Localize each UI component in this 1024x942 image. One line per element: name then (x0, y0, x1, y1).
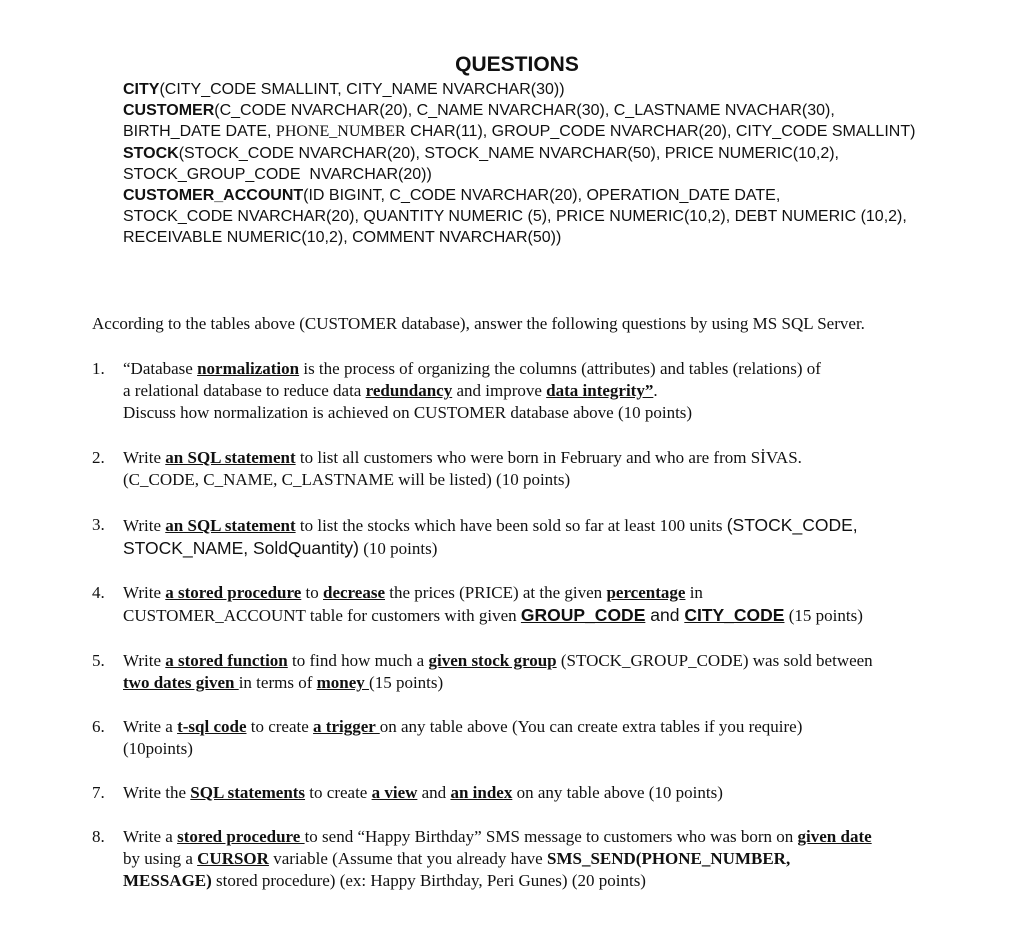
schema-account-line-1 (123, 185, 1003, 206)
question-5 (92, 650, 992, 694)
q4-text-l: (15 points) (784, 606, 863, 625)
q2-sql-statement: an SQL statement (165, 448, 296, 467)
q6-trigger: a trigger (313, 717, 380, 736)
q8-text-g: variable (Assume that you already have (268, 849, 547, 868)
q1-text-h: . (653, 381, 658, 400)
q8-stored-procedure: stored procedure (177, 827, 305, 846)
schema-account-line-3: RECEIVABLE NUMERIC(10,2), COMMENT NVARCHAR(50)) (123, 229, 562, 247)
q1-text-a: “Database (123, 359, 198, 378)
q7-text-e: and (417, 783, 451, 802)
schema-account-line-2: STOCK_CODE NVARCHAR(20), QUANTITY NUMERIC (5), PRICE NUMERIC(10,2), DEBT NUMERIC (10,2), (123, 208, 907, 226)
q6-text-f: (10points) (123, 739, 193, 758)
q5-stored-function: a stored function (165, 651, 288, 670)
table-columns-customer-2b: CHAR(11), GROUP_CODE NVARCHAR(20), CITY_CODE SMALLINT) (405, 123, 916, 141)
q1-text-c: is the process of organizing the columns (attributes) and tables (relations) of (299, 359, 821, 378)
q8-text-a: Write a (123, 827, 178, 846)
q7-sql-statements: SQL statements (190, 783, 306, 802)
table-name-city: CITY (123, 81, 160, 98)
page-title: QUESTIONS (455, 53, 579, 76)
question-number: 7. (92, 783, 105, 802)
question-number: 2. (92, 448, 105, 467)
question-number: 3. (92, 515, 105, 534)
q1-text-d: a relational database to reduce data (123, 381, 366, 400)
q1-normalization: normalization (197, 359, 300, 378)
q4-decrease: decrease (323, 583, 386, 602)
q8-cursor: CURSOR (197, 849, 269, 868)
q4-text-j: and (645, 605, 685, 625)
q3-columns-b: STOCK_NAME, SoldQuantity) (123, 538, 360, 558)
table-name-customer: CUSTOMER (123, 102, 215, 120)
question-1 (92, 358, 992, 424)
q5-text-g: in terms of (238, 673, 317, 692)
q5-text-i: (15 points) (369, 673, 444, 692)
q7-index: an index (450, 783, 513, 802)
q4-text-a: Write (123, 583, 166, 602)
question-3 (92, 514, 992, 560)
q2-text-c: to list all customers who were born in February and who are from SİVAS. (295, 448, 802, 467)
q7-view: a view (371, 783, 418, 802)
q3-text-f: (10 points) (359, 539, 438, 558)
q5-text-e: (STOCK_GROUP_CODE) was sold between (556, 651, 873, 670)
intro-text: According to the tables above (CUSTOMER database), answer the following questions by using MS SQL Server. (92, 314, 865, 333)
q3-columns-a: (STOCK_CODE, (726, 515, 858, 535)
q7-text-a: Write the (123, 783, 191, 802)
q4-text-h: CUSTOMER_ACCOUNT table for customers with given (123, 606, 521, 625)
q4-city-code: CITY_CODE (684, 605, 785, 625)
question-4 (92, 582, 992, 627)
question-2 (92, 447, 992, 491)
q1-text-i: Discuss how normalization is achieved on CUSTOMER database above (10 points) (123, 403, 693, 422)
q1-data-integrity: data integrity” (546, 381, 654, 400)
q5-two-dates: two dates given (123, 673, 239, 692)
question-number: 1. (92, 359, 105, 378)
q8-sms-send: SMS_SEND(PHONE_NUMBER, (546, 849, 791, 868)
table-columns-city: (CITY_CODE SMALLINT, CITY_NAME NVARCHAR(30)) (159, 81, 565, 98)
table-columns-customer-1: (C_CODE NVARCHAR(20), C_NAME NVARCHAR(30), C_LASTNAME NVACHAR(30), (214, 102, 835, 120)
q7-text-g: on any table above (10 points) (512, 783, 723, 802)
q4-percentage: percentage (606, 583, 686, 602)
q4-stored-procedure: a stored procedure (165, 583, 302, 602)
schema-city (123, 79, 1003, 100)
schema-stock-line-2: STOCK_GROUP_CODE NVARCHAR(20)) (123, 165, 432, 183)
q1-text-f: and improve (452, 381, 547, 400)
q3-text-c: to list the stocks which have been sold so far at least 100 units (295, 516, 727, 535)
table-name-customer-account: CUSTOMER_ACCOUNT (123, 187, 304, 205)
q3-text-a: Write (123, 516, 166, 535)
q1-redundancy: redundancy (365, 381, 453, 400)
table-columns-account-1: (ID BIGINT, C_CODE NVARCHAR(20), OPERATION_DATE DATE, (303, 187, 781, 205)
question-number: 4. (92, 583, 105, 602)
question-number: 6. (92, 717, 105, 736)
question-6 (92, 716, 992, 760)
q6-text-e: on any table above (You can create extra tables if you require) (379, 717, 803, 736)
table-name-stock: STOCK (123, 144, 179, 162)
q4-text-e: the prices (PRICE) at the given (385, 583, 607, 602)
q6-tsql-code: t-sql code (177, 717, 247, 736)
q8-given-date: given date (797, 827, 872, 846)
q6-text-c: to create (246, 717, 314, 736)
q4-text-g: in (685, 583, 703, 602)
q6-text-a: Write a (123, 717, 178, 736)
question-8 (92, 826, 992, 892)
q7-text-c: to create (305, 783, 372, 802)
question-number: 8. (92, 827, 105, 846)
q5-stock-group: given stock group (428, 651, 557, 670)
q3-sql-statement: an SQL statement (165, 516, 296, 535)
question-number: 5. (92, 651, 105, 670)
q2-text-a: Write (123, 448, 166, 467)
q5-text-c: to find how much a (287, 651, 429, 670)
schema-definitions (123, 79, 1003, 249)
table-columns-stock-1: (STOCK_CODE NVARCHAR(20), STOCK_NAME NVARCHAR(50), PRICE NUMERIC(10,2), (178, 144, 839, 162)
table-columns-customer-2a: BIRTH_DATE DATE, (123, 123, 276, 141)
schema-stock-line-1 (123, 143, 1003, 164)
phone-number-column: PHONE_NUMBER (275, 123, 406, 141)
question-7 (92, 782, 992, 804)
q8-text-c: to send “Happy Birthday” SMS message to customers who was born on (304, 827, 798, 846)
q4-text-c: to (301, 583, 324, 602)
q8-text-e: by using a (123, 849, 198, 868)
schema-customer-line-2 (123, 121, 1003, 142)
q4-group-code: GROUP_CODE (520, 605, 646, 625)
q5-text-a: Write (123, 651, 166, 670)
q8-text-j: stored procedure) (ex: Happy Birthday, Peri Gunes) (20 points) (211, 871, 646, 890)
schema-customer-line-1 (123, 100, 1003, 121)
q5-money: money (316, 673, 370, 692)
q8-message: MESSAGE) (123, 871, 212, 890)
q2-text-d: (C_CODE, C_NAME, C_LASTNAME will be listed) (10 points) (123, 470, 571, 489)
